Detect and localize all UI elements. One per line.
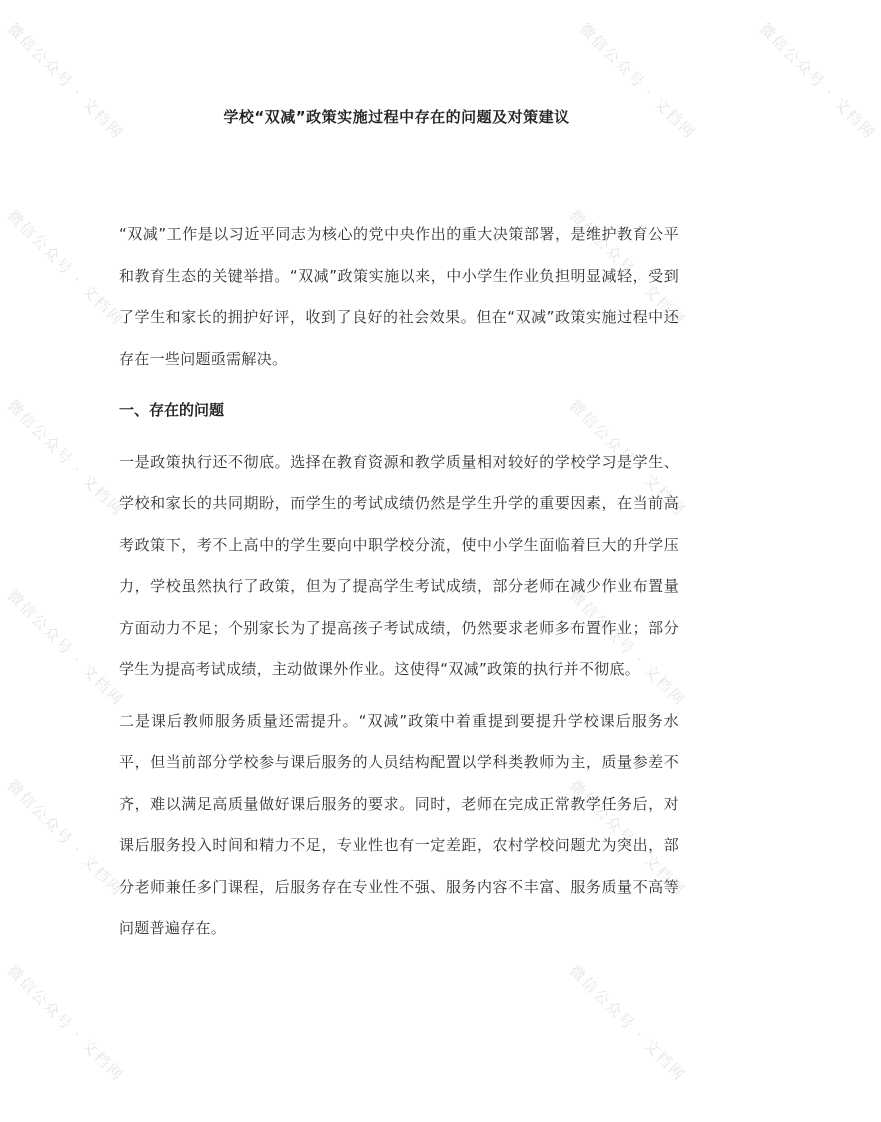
watermark-mid-right-3: 微信公众号 · 文档网 (565, 586, 690, 710)
watermark-mid-left-1: 微信公众号 · 文档网 (3, 206, 128, 330)
document-title: 学校“双减”政策实施过程中存在的问题及对策建议 (223, 108, 570, 126)
section-heading-problems: 一、存在的问题 (119, 401, 225, 419)
issue-paragraph-1: 一是政策执行还不彻底。选择在教育资源和教学质量相对较好的学校学习是学生、学校和家长的共同期盼，而学生的考试成绩仍然是学生升学的重要因素，在当前高考政策下，考不上高中的学生要向中职学校分流，使中小学生面临着巨大的升学压力，学校虽然执行了政策，但为了提高学生考试成绩，部分老师在减少作业布置量方面动力不足；个别家长为了提高孩子考试成绩，仍然要求老师多布置作业；部分学生为提高考试成绩，主动做课外作业。这使得“双减”政策的执行并不彻底。 (119, 452, 679, 678)
watermark-bottom-left: 微信公众号 · 文档网 (3, 961, 128, 1085)
watermark-mid-right-4: 微信公众号 · 文档网 (565, 776, 690, 900)
watermark-mid-left-4: 微信公众号 · 文档网 (3, 776, 128, 900)
watermark-mid-right-1: 微信公众号 · 文档网 (565, 206, 690, 330)
watermark-top-left: 微信公众号 · 文档网 (3, 19, 128, 143)
watermark-mid-left-3: 微信公众号 · 文档网 (3, 586, 128, 710)
issue-paragraph-2: 二是课后教师服务质量还需提升。“双减”政策中着重提到要提升学校课后服务水平，但当前部分学校参与课后服务的人员结构配置以学科类教师为主，质量参差不齐，难以满足高质量做好课后服务的要求。同时，老师在完成正常教学任务后，对课后服务投入时间和精力不足，专业性也有一定差距，农村学校问题尤为突出，部分老师兼任多门课程，后服务存在专业性不强、服务内容不丰富、服务质量不高等问题普遍存在。 (119, 711, 679, 937)
watermark-mid-right-2: 微信公众号 · 文档网 (565, 396, 690, 520)
watermark-mid-left-2: 微信公众号 · 文档网 (3, 396, 128, 520)
intro-paragraph: “双减”工作是以习近平同志为核心的党中央作出的重大决策部署，是维护教育公平和教育生态的关键举措。“双减”政策实施以来，中小学生作业负担明显减轻，受到了学生和家长的拥护好评，收到了良好的社会效果。但在“双减”政策实施过程中还存在一些问题亟需解决。 (119, 225, 679, 368)
watermark-bottom-right: 微信公众号 · 文档网 (565, 961, 690, 1085)
document-body (119, 214, 679, 960)
watermark-top-right: 微信公众号 · 文档网 (755, 19, 880, 143)
watermark-top-mid: 微信公众号 · 文档网 (575, 19, 700, 143)
